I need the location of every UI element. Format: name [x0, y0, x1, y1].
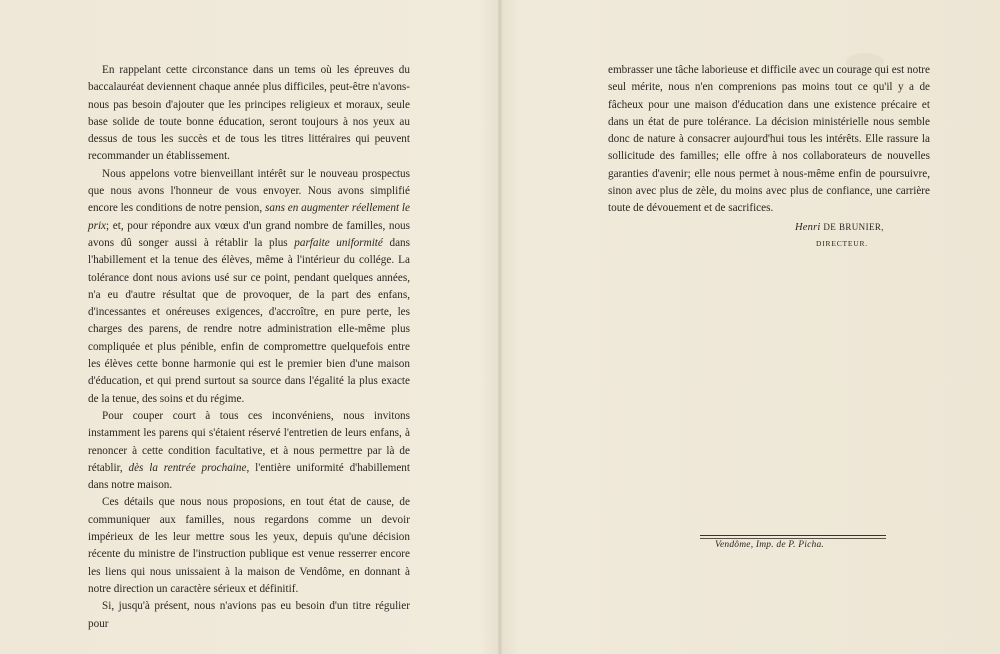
imprint-rule-bottom — [700, 538, 886, 539]
left-paragraph-1: En rappelant cette circonstance dans un tems où les épreuves du baccalauréat deviennent chaque année plus difficiles, peut-être n'avons-nous pas besoin d'ajouter que les principes religieux et moraux, seule base solide de toute bonne éducation, seront toujours à nos yeux au dessus de tous les succès et de tous les titres littéraires qui peuvent recommander un établissement. — [88, 64, 410, 163]
right-column — [608, 62, 930, 218]
left-paragraph-2: Nous appelons votre bienveillant intérêt sur le nouveau prospectus que nous avons l'honneur de vous envoyer. Nous avons simplifié encore les conditions de notre pension, sans en augmenter réellement le prix; et, pour répondre aux vœux d'un grand nombre de familles, nous avons dû songer aussi à rétablir la plus parfaite uniformité dans l'habillement et la tenue des élèves, même à l'intérieur du collége. La tolérance dont nous avions usé sur ce point, pendant quelques années, n'a eu d'autre résultat que de provoquer, de la part des enfans, d'incessantes et onéreuses exigences, d'accroître, en pure perte, les charges des parens, de rendre notre administration elle-même plus compliquée et plus pénible, enfin de compromettre quelquefois entre les élèves cette bonne harmonie qui est le premier bien d'une maison d'éducation, et qui prend surtout sa source dans l'égalité la plus exacte de la tenue, des soins et du régime. — [88, 167, 410, 405]
signature-title: DIRECTEUR. — [816, 239, 868, 248]
emphasis-text: dès la rentrée prochaine — [128, 461, 247, 474]
left-paragraph-3: Pour couper court à tous ces inconvéniens, nous invitons instamment les parens qui s'étaient réservé l'entretien de leurs enfans, à renoncer à cette condition facultative, et à nous permettre par là de rétablir, dès la rentrée prochaine, l'entière uniformité d'habillement dans notre maison. — [88, 409, 411, 492]
left-column — [88, 62, 410, 633]
emphasis-text: sans en augmenter réellement le prix — [88, 202, 410, 232]
emphasis-text: parfaite uniformité — [294, 236, 383, 249]
signature-last: BRUNIER, — [838, 222, 884, 232]
signature-name — [795, 222, 884, 233]
right-paragraph-1: embrasser une tâche laborieuse et difficile avec un courage qui est notre seul mérite, nous n'en comprenions pas moins tout ce qu'il y a de fâcheux pour une maison d'éducation dans une existence précaire et dans un état de pure tolérance. La décision ministérielle nous semble donc de nature à consacrer aujourd'hui tous les intérêts. Elle rassure la sollicitude des familles; elle offre à nos collaborateurs de nouvelles garanties d'avenir; elle nous permet à nous-même enfin de poursuivre, sinon avec plus de zèle, du moins avec plus de confiance, une carrière toute de dévouement et de sacrifices. — [608, 64, 930, 215]
signature-particle: DE — [823, 222, 837, 232]
page-fold — [498, 0, 502, 654]
signature-first: Henri — [795, 222, 821, 233]
left-paragraph-5: Si, jusqu'à présent, nous n'avions pas eu besoin d'un titre régulier pour — [88, 600, 410, 630]
left-paragraph-4: Ces détails que nous nous proposions, en tout état de cause, de communiquer aux familles, nous regardons comme un devoir impérieux de les leur mettre sous les yeux, depuis qu'une décision récente du ministre de l'instruction publique est venue resserrer encore les liens qui nous unissaient à la maison de Vendôme, en donnant à notre direction un caractère sérieux et définitif. — [88, 496, 410, 595]
imprint-rule-top — [700, 535, 886, 536]
printer-imprint: Vendôme, Imp. de P. Picha. — [715, 540, 824, 550]
